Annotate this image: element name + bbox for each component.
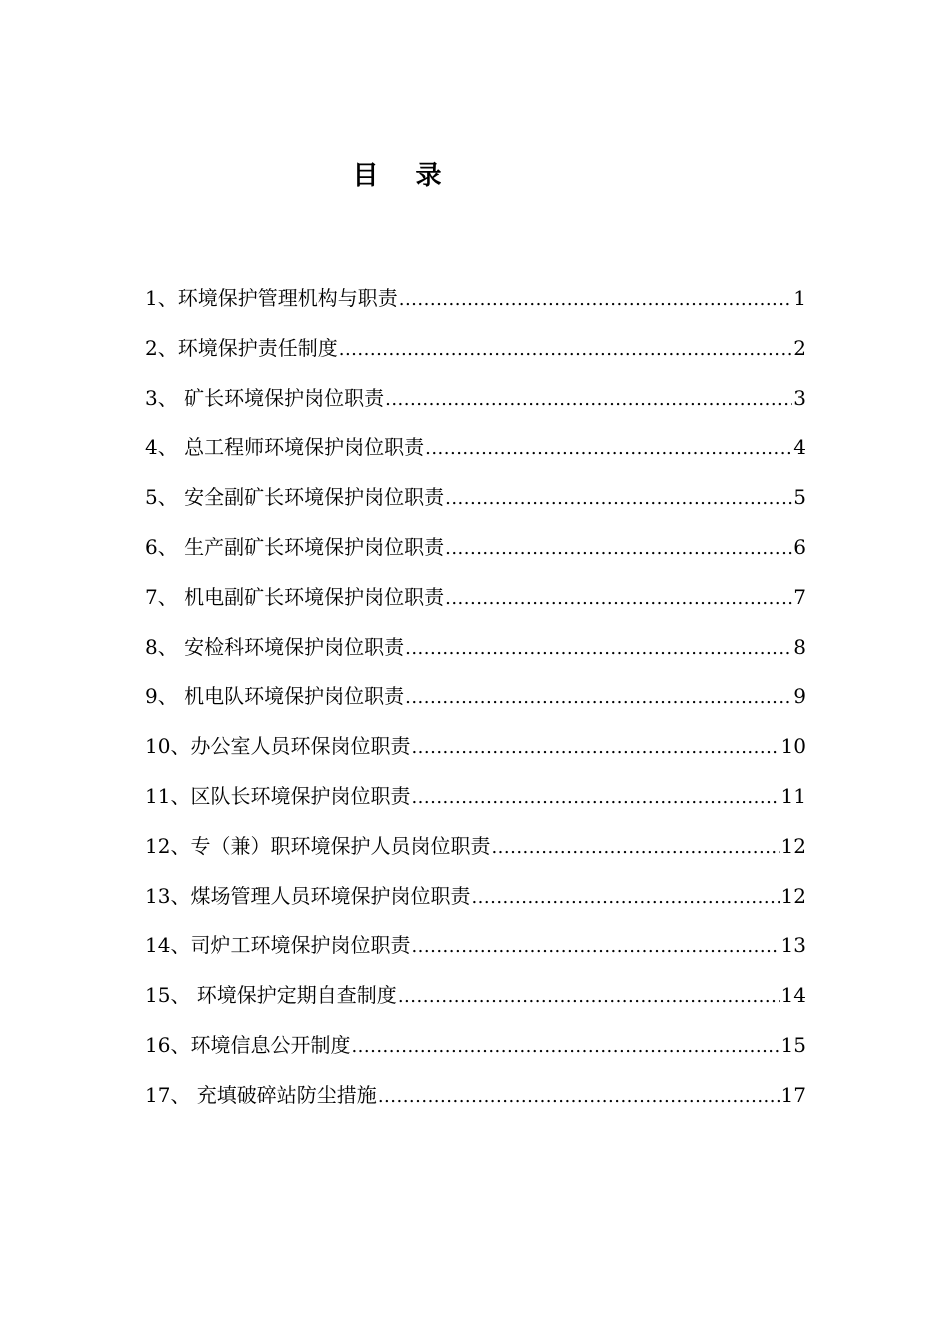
toc-page-number: 15 bbox=[780, 1032, 806, 1057]
toc-dot-leader bbox=[405, 678, 792, 718]
toc-dot-leader bbox=[445, 529, 792, 569]
toc-entry-label: 13、煤场管理人员环境保护岗位职责 bbox=[145, 883, 471, 908]
toc-dot-leader bbox=[351, 1027, 779, 1067]
toc-entry[interactable] bbox=[145, 975, 806, 1025]
toc-dot-leader bbox=[399, 280, 793, 320]
toc-entry[interactable] bbox=[145, 1025, 806, 1075]
toc-entry[interactable] bbox=[145, 627, 806, 677]
toc-entry-label: 1、环境保护管理机构与职责 bbox=[145, 286, 398, 310]
toc-entry-label: 9、 机电队环境保护岗位职责 bbox=[145, 684, 405, 709]
toc-entry-label: 5、 安全副矿长环境保护岗位职责 bbox=[145, 485, 445, 510]
toc-page-number: 3 bbox=[793, 385, 806, 410]
toc-entry-label: 4、 总工程师环境保护岗位职责 bbox=[145, 435, 425, 460]
toc-entry[interactable] bbox=[145, 925, 806, 975]
toc-page-number: 9 bbox=[793, 684, 806, 709]
toc-entry-label: 8、 安检科环境保护岗位职责 bbox=[145, 634, 405, 659]
toc-dot-leader bbox=[339, 330, 793, 370]
toc-entry-label: 17、 充填破碎站防尘措施 bbox=[145, 1082, 377, 1107]
toc-entry-label: 10、办公室人员环保岗位职责 bbox=[145, 734, 411, 759]
toc-entry-label: 2、环境保护责任制度 bbox=[145, 335, 338, 360]
toc-entry-label: 14、司炉工环境保护岗位职责 bbox=[145, 933, 411, 958]
toc-page-number: 2 bbox=[793, 335, 806, 360]
toc-dot-leader bbox=[445, 579, 792, 619]
toc-page-number: 7 bbox=[793, 584, 806, 609]
toc-entry[interactable] bbox=[145, 577, 806, 627]
table-of-contents bbox=[145, 278, 806, 1125]
toc-page-number: 11 bbox=[780, 783, 806, 808]
toc-entry[interactable] bbox=[145, 676, 806, 726]
toc-page-number: 10 bbox=[780, 734, 806, 759]
toc-entry-label: 11、区队长环境保护岗位职责 bbox=[145, 783, 411, 808]
toc-entry[interactable] bbox=[145, 328, 806, 378]
toc-page-number: 17 bbox=[780, 1082, 806, 1107]
toc-page-number: 8 bbox=[793, 634, 806, 659]
page-title: 目 录 bbox=[352, 161, 456, 191]
toc-page-number: 6 bbox=[793, 534, 806, 559]
toc-dot-leader bbox=[411, 927, 779, 967]
toc-page-number: 14 bbox=[780, 983, 806, 1008]
toc-dot-leader bbox=[471, 878, 779, 918]
toc-dot-leader bbox=[411, 728, 779, 768]
toc-dot-leader bbox=[378, 1077, 780, 1117]
toc-entry[interactable] bbox=[145, 726, 806, 776]
toc-entry[interactable] bbox=[145, 278, 806, 328]
toc-page-number: 4 bbox=[793, 435, 806, 460]
toc-entry[interactable] bbox=[145, 378, 806, 428]
toc-page-number: 5 bbox=[793, 485, 806, 510]
toc-dot-leader bbox=[385, 380, 792, 420]
toc-entry[interactable] bbox=[145, 876, 806, 926]
toc-entry-label: 12、专（兼）职环境保护人员岗位职责 bbox=[145, 833, 491, 858]
toc-dot-leader bbox=[445, 479, 792, 519]
toc-entry[interactable] bbox=[145, 427, 806, 477]
toc-dot-leader bbox=[411, 778, 779, 818]
toc-entry-label: 16、环境信息公开制度 bbox=[145, 1032, 351, 1057]
toc-dot-leader bbox=[398, 977, 780, 1017]
toc-entry-label: 6、 生产副矿长环境保护岗位职责 bbox=[145, 534, 445, 559]
toc-entry-label: 15、 环境保护定期自查制度 bbox=[145, 983, 397, 1008]
toc-entry-label: 7、 机电副矿长环境保护岗位职责 bbox=[145, 584, 445, 609]
toc-entry[interactable] bbox=[145, 776, 806, 826]
toc-page-number: 12 bbox=[780, 833, 806, 858]
toc-dot-leader bbox=[425, 429, 792, 469]
toc-entry-label: 3、 矿长环境保护岗位职责 bbox=[145, 385, 385, 410]
toc-entry[interactable] bbox=[145, 527, 806, 577]
toc-page-number: 1 bbox=[793, 286, 806, 310]
toc-dot-leader bbox=[405, 629, 792, 669]
toc-page-number: 13 bbox=[780, 933, 806, 958]
toc-dot-leader bbox=[491, 828, 779, 868]
toc-entry[interactable] bbox=[145, 1075, 806, 1125]
toc-entry[interactable] bbox=[145, 826, 806, 876]
toc-page-number: 12 bbox=[780, 883, 806, 908]
toc-entry[interactable] bbox=[145, 477, 806, 527]
